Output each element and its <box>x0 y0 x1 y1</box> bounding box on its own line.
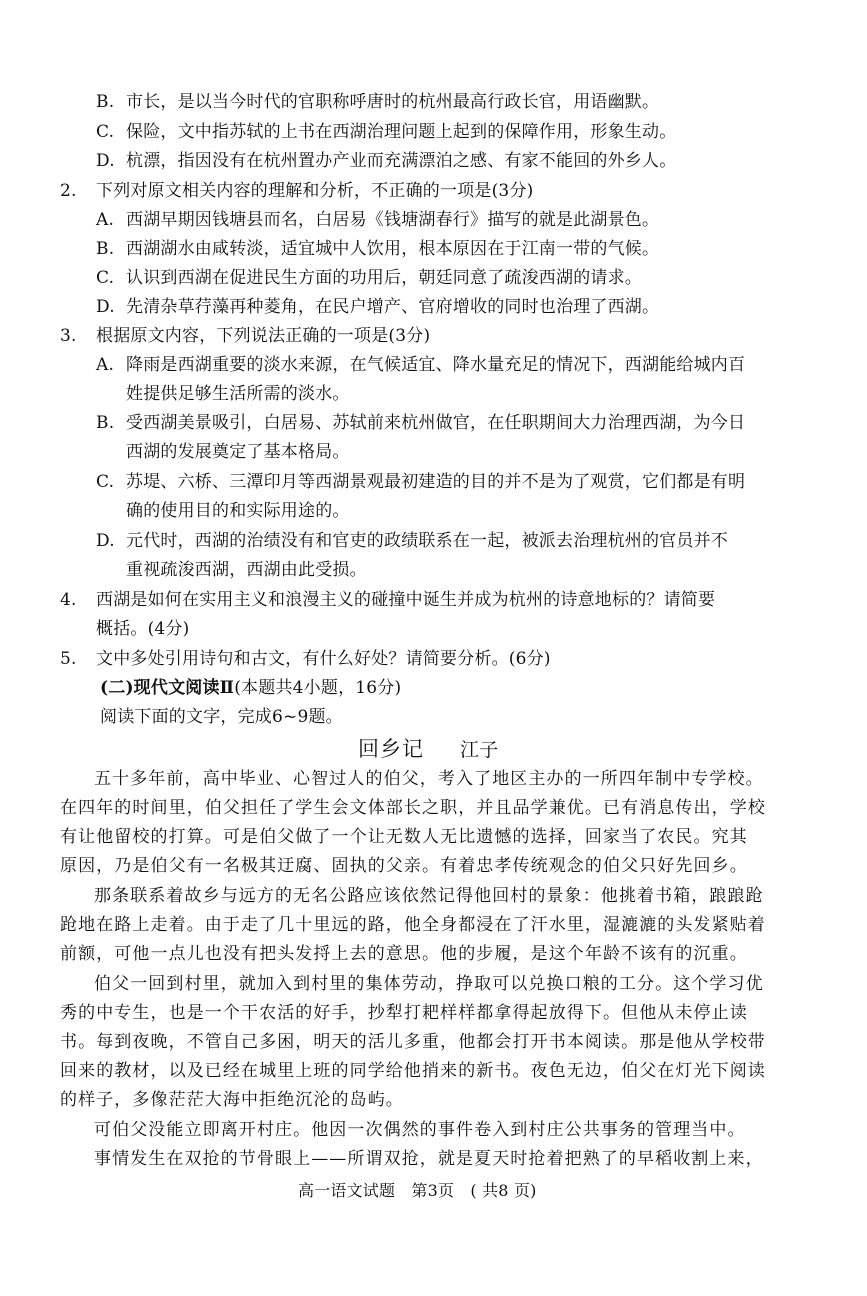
article-line: 书。每到夜晚，不管自己多困，明天的活儿多重，他都会打开书本阅读。那是他从学校带 <box>60 1032 766 1052</box>
section-note: (本题共4小题，16分) <box>234 678 402 698</box>
option-text: 认识到西湖在促进民生方面的功用后，朝廷同意了疏浚西湖的请求。 <box>126 268 642 288</box>
article-heading <box>358 734 498 766</box>
q1-option-c <box>96 120 676 144</box>
q3-option-a <box>96 353 745 377</box>
option-label: A. <box>96 355 115 375</box>
article-line: 在四年的时间里，伯父担任了学生会文体部长之职，并且品学兼优。已有消息传出，学校 <box>60 798 766 818</box>
option-label: B. <box>96 92 115 112</box>
option-text: 苏堤、六桥、三潭印月等西湖景观最初建造的目的并不是为了观赏，它们都是有明 <box>126 472 746 492</box>
q2-stem <box>60 179 533 203</box>
q1-option-b <box>96 90 659 114</box>
page-footer: 高一语文试题 第3页 ( 共8 页) <box>298 1181 537 1200</box>
question-number: 3. <box>60 326 77 346</box>
section-heading <box>100 676 401 700</box>
article-line: 有让他留校的打算。可是伯父做了一个让无数人无比遗憾的选择，回家当了农民。究其 <box>60 827 748 847</box>
option-label: D. <box>96 151 115 171</box>
q3-stem <box>60 324 430 348</box>
article-line: 的样子，多像茫茫大海中拒绝沉沦的岛屿。 <box>60 1090 404 1110</box>
option-label: B. <box>96 239 115 259</box>
article-line: 那条联系着故乡与远方的无名公路应该依然记得他回村的景象：他挑着书箱，踉踉跄 <box>94 886 764 906</box>
option-text: 杭漂，指因没有在杭州置办产业而充满漂泊之感、有家不能回的外乡人。 <box>126 151 677 171</box>
option-label: A. <box>96 210 115 230</box>
q3-option-d-cont: 重视疏浚西湖，西湖由此受损。 <box>126 560 367 580</box>
q3-option-c-cont: 确的使用目的和实际用途的。 <box>126 501 350 521</box>
option-label: C. <box>96 122 115 142</box>
question-text: 下列对原文相关内容的理解和分析，不正确的一项是(3分) <box>96 181 534 201</box>
q1-option-d <box>96 149 676 173</box>
article-author: 江子 <box>460 739 499 761</box>
q3-option-a-cont: 姓提供足够生活所需的淡水。 <box>126 384 350 404</box>
option-label: C. <box>96 268 115 288</box>
q3-option-c <box>96 470 745 494</box>
q2-option-d <box>96 295 659 319</box>
question-text: 文中多处引用诗句和古文，有什么好处？请简要分析。(6分) <box>96 649 551 669</box>
option-label: D. <box>96 531 115 551</box>
q4-stem <box>60 588 715 612</box>
article-line: 原因，乃是伯父有一名极其迂腐、固执的父亲。有着忠孝传统观念的伯父只好先回乡。 <box>60 856 748 876</box>
option-text: 西湖早期因钱塘县而名，白居易《钱塘湖春行》描写的就是此湖景色。 <box>126 210 660 230</box>
section-title: (二)现代文阅读Ⅱ <box>100 678 235 698</box>
question-text: 西湖是如何在实用主义和浪漫主义的碰撞中诞生并成为杭州的诗意地标的？请简要 <box>96 590 716 610</box>
article-line: 事情发生在双抢的节骨眼上——所谓双抢，就是夏天时抢着把熟了的早稻收割上来， <box>94 1149 764 1169</box>
section-instruction: 阅读下面的文字，完成6~9题。 <box>100 707 343 727</box>
option-text: 西湖湖水由咸转淡，适宜城中人饮用，根本原因在于江南一带的气候。 <box>126 239 660 259</box>
q2-option-a <box>96 208 659 232</box>
article-line: 五十多年前，高中毕业、心智过人的伯父，考入了地区主办的一所四年制中专学校。 <box>94 769 764 789</box>
article-title: 回乡记 <box>358 737 424 761</box>
option-text: 元代时，西湖的治绩没有和官吏的政绩联系在一起，被派去治理杭州的官员并不 <box>126 531 728 551</box>
question-number: 2. <box>60 181 77 201</box>
article-line: 回来的教材，以及已经在城里上班的同学给他捎来的新书。夜色无边，伯父在灯光下阅读 <box>60 1061 766 1081</box>
article-line: 伯父一回到村里，就加入到村里的集体劳动，挣取可以兑换口粮的工分。这个学习优 <box>94 974 764 994</box>
q3-option-d <box>96 529 728 553</box>
option-text: 受西湖美景吸引，白居易、苏轼前来杭州做官，在任职期间大力治理西湖，为今日 <box>126 413 746 433</box>
option-text: 保险，文中指苏轼的上书在西湖治理问题上起到的保障作用，形象生动。 <box>126 122 677 142</box>
option-text: 先清杂草荇藻再种菱角，在民户增产、官府增收的同时也治理了西湖。 <box>126 297 660 317</box>
q3-option-b-cont: 西湖的发展奠定了基本格局。 <box>126 442 350 462</box>
article-line: 前额，可他一点儿也没有把头发捋上去的意思。他的步履，是这个年龄不该有的沉重。 <box>60 944 748 964</box>
question-number: 5. <box>60 649 77 669</box>
question-number: 4. <box>60 590 77 610</box>
option-text: 市长，是以当今时代的官职称呼唐时的杭州最高行政长官，用语幽默。 <box>126 92 660 112</box>
option-label: B. <box>96 413 115 433</box>
article-line: 秀的中专生，也是一个干农活的好手，抄犁打耙样样都拿得起放得下。但他从未停止读 <box>60 1003 748 1023</box>
article-line: 跄地在路上走着。由于走了几十里远的路，他全身都浸在了汗水里，湿漉漉的头发紧贴着 <box>60 915 766 935</box>
q5-stem <box>60 647 551 671</box>
article-line: 可伯父没能立即离开村庄。他因一次偶然的事件卷入到村庄公共事务的管理当中。 <box>94 1120 746 1140</box>
q4-stem-cont: 概括。(4分) <box>96 619 190 639</box>
q2-option-b <box>96 237 659 261</box>
q3-option-b <box>96 411 745 435</box>
option-label: C. <box>96 472 115 492</box>
option-text: 降雨是西湖重要的淡水来源，在气候适宜、降水量充足的情况下，西湖能给城内百 <box>126 355 746 375</box>
option-label: D. <box>96 297 115 317</box>
question-text: 根据原文内容，下列说法正确的一项是(3分) <box>96 326 431 346</box>
q2-option-c <box>96 266 642 290</box>
